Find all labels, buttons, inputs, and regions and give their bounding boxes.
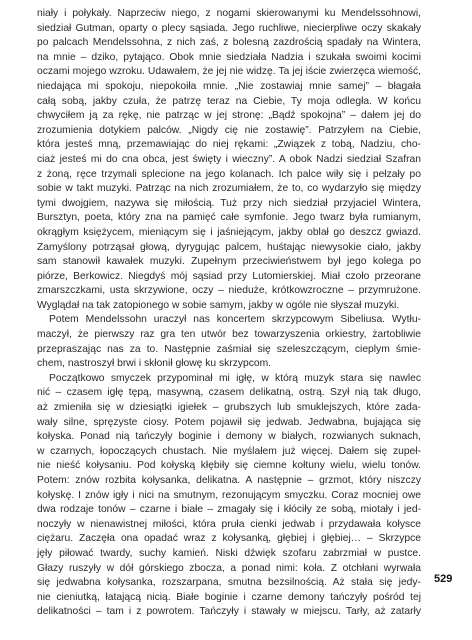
text-line: w czarnych, łopoczących chustach. Nie myślałem już więcej. Dałem się zupeł-	[37, 445, 421, 457]
text-line: chwyciłem ją za rękę, nie patrząc w jej stronę: „Bądź spokojna” – dałem jej do	[37, 110, 421, 122]
page-number: 529	[434, 573, 453, 585]
text-line: sam stanowił kawałek muzyki. Zupełnym przeciwieństwem był jego kolega po	[37, 256, 421, 268]
text-line: wały silne, spręzyste ciosy. Potem pojawił się jedwab. Jedwabna, bujająca się	[37, 416, 421, 428]
text-line: nie nieść kołysaniu. Pod kołyską kłębiły się ciemne kołtuny wielu, wielu tonów.	[37, 460, 421, 472]
text-line: chem, nastroszył brwi i skłonił głowę ku skrzypcom.	[37, 358, 272, 370]
text-line: delikatności – tam i z powrotem. Tańczyły i stawały w miejscu. Tarły, aż zatarły	[37, 606, 421, 618]
text-line: niedająca mi spokoju, niepokoiła mnie. „Nie zostawiaj mnie samej” – błagała	[37, 80, 421, 92]
text-line: Wyglądał na tak zatopionego w sobie samym, jakby w ogóle nie słyszał muzyki.	[37, 299, 400, 311]
text-line: siedział Gutman, oparty o plecy sąsiada. Jego ruchliwe, niecierpliwe oczy skakały	[37, 22, 421, 34]
text-line: z żoną, ręce trzymali splecione na jego kolanach. Ich palce wiły się i pełzały po	[37, 168, 421, 180]
text-line: kołyska. Ponad nią tańczyły boginie i demony w białych, rozwianych suknach,	[37, 431, 421, 443]
text-line: aż zmieniła się w dziesiątki igiełek – grubszych lub smuklejszych, które zada-	[37, 402, 421, 414]
text-line: przepraszając nas za to. Następnie zaśmiał się szeleszczącym, cieplym śmie-	[37, 343, 421, 355]
text-line: Początkowo smyczek przypominał mi igłę, w którą muzyk stara się nawlec	[49, 372, 421, 384]
text-line: która jesteś mną, przemawiając do niej rękami: „Związek z tobą, Nadziu, cho-	[37, 139, 421, 151]
text-line: oczami mojego wzroku. Udawałem, że jej nie widzę. Ta jej iście zwierzęca wiemość,	[37, 66, 421, 78]
text-line: Zamyślony potrząsał głową, dyrygując palcem, huśtając niewysokie ciało, jakby	[37, 241, 421, 253]
text-line: Potem Mendelssohn uraczył nas koncertem skrzypcowym Sibeliusa. Wytłu-	[49, 314, 421, 326]
text-line: niały i połykały. Naprzeciw niego, z nogami skierowanymi ku Mendelssohnowi,	[37, 8, 421, 19]
text-line: całą sobą, jakby czuła, że patrzę teraz na Ciebie, Ty moja odległa. W końcu	[37, 95, 421, 107]
body-text	[37, 7, 421, 620]
text-line: Bursztyn, poeta, który zna na pamięć całe symfonie. Jego twarz była rumianym,	[37, 212, 421, 224]
text-line: zmarszczkami, usta skrzywione, oczy – nieduże, krótkowzroczne – przymrużone.	[37, 285, 421, 297]
text-line: jęły piłować twardy, suchy kamień. Niski dźwięk szofaru zabrzmiał w pustce.	[37, 547, 421, 559]
text-line: sobie w takt muzyki. Patrząc na nich zrozumiałem, że to, co wydarzyło się między	[37, 183, 421, 195]
text-line: nie cieniutką, łatającą nicią. Białe boginie i czarne demony tańczyły pośród tej	[37, 591, 421, 603]
text-line: Potem: znów rozbita kołysanka, delikatna. A następnie – grzmot, który niszczy	[37, 475, 421, 486]
text-line: nić – czasem igłę tępą, masywną, czasem delikatną, ostrą. Szył nią tak długo,	[37, 387, 421, 399]
text-line: ciaż jesteś mi do cna obca, jest święty i wieczny”. A obok Nadzi siedział Szafran	[37, 153, 421, 165]
text-line: kołyskę. I znów igły i nici na smutnym, rezonującym smyczku. Coraz mocniej owe	[37, 489, 421, 501]
text-line: się jedwabna kołysanka, rozszarpana, smutna bezsilnością. Aż stała się jedy-	[37, 577, 421, 589]
text-line: dwa rodzaje tonów – czarne i białe – zmagały się i kłóciły ze sobą, miotały i jed-	[37, 504, 421, 516]
text-line: zrozumienia dotykiem palców. „Nigdy cię nie zostawię”. Patrzyłem na Ciebie,	[37, 124, 421, 136]
text-line: noczyły w nienawistnej miłości, która pruła cienki jedwab i przydawała kołysce	[37, 518, 421, 530]
text-line: po palcach Mendelssohna, z nich zaś, z bolesną zazdrością spadały na Wintera,	[37, 37, 421, 49]
text-line: okrągłym księżycem, mieniącym się i jaśniejącym, jakby oblał go deszcz gwiazd.	[37, 226, 421, 238]
text-line: Głazy ruszyły w dół górskiego zbocza, a ponad nimi: koła. Z otchłani wyrwała	[37, 562, 421, 574]
text-line: tymi dwojgiem, nazywa się miłością. Tuż przy nich siedział przyjaciel Wintera,	[37, 197, 421, 209]
text-line: piórze, Berkowicz. Niegdyś mój sąsiad przy Lutomierskiej. Miał czoło przeorane	[37, 270, 421, 282]
text-line: na mnie – dziko, pytająco. Obok mnie siedziała Nadzia i szukała swoimi kocimi	[37, 51, 421, 63]
text-line: maczył, że pierwszy raz gra ten utwór bez towarzyszenia orkiestry, żartobliwie	[37, 329, 421, 341]
text-line: ciężaru. Zaczęła ona opadać wraz z kołysanką, głębiej i głębiej… – Skrzypce	[37, 533, 421, 545]
